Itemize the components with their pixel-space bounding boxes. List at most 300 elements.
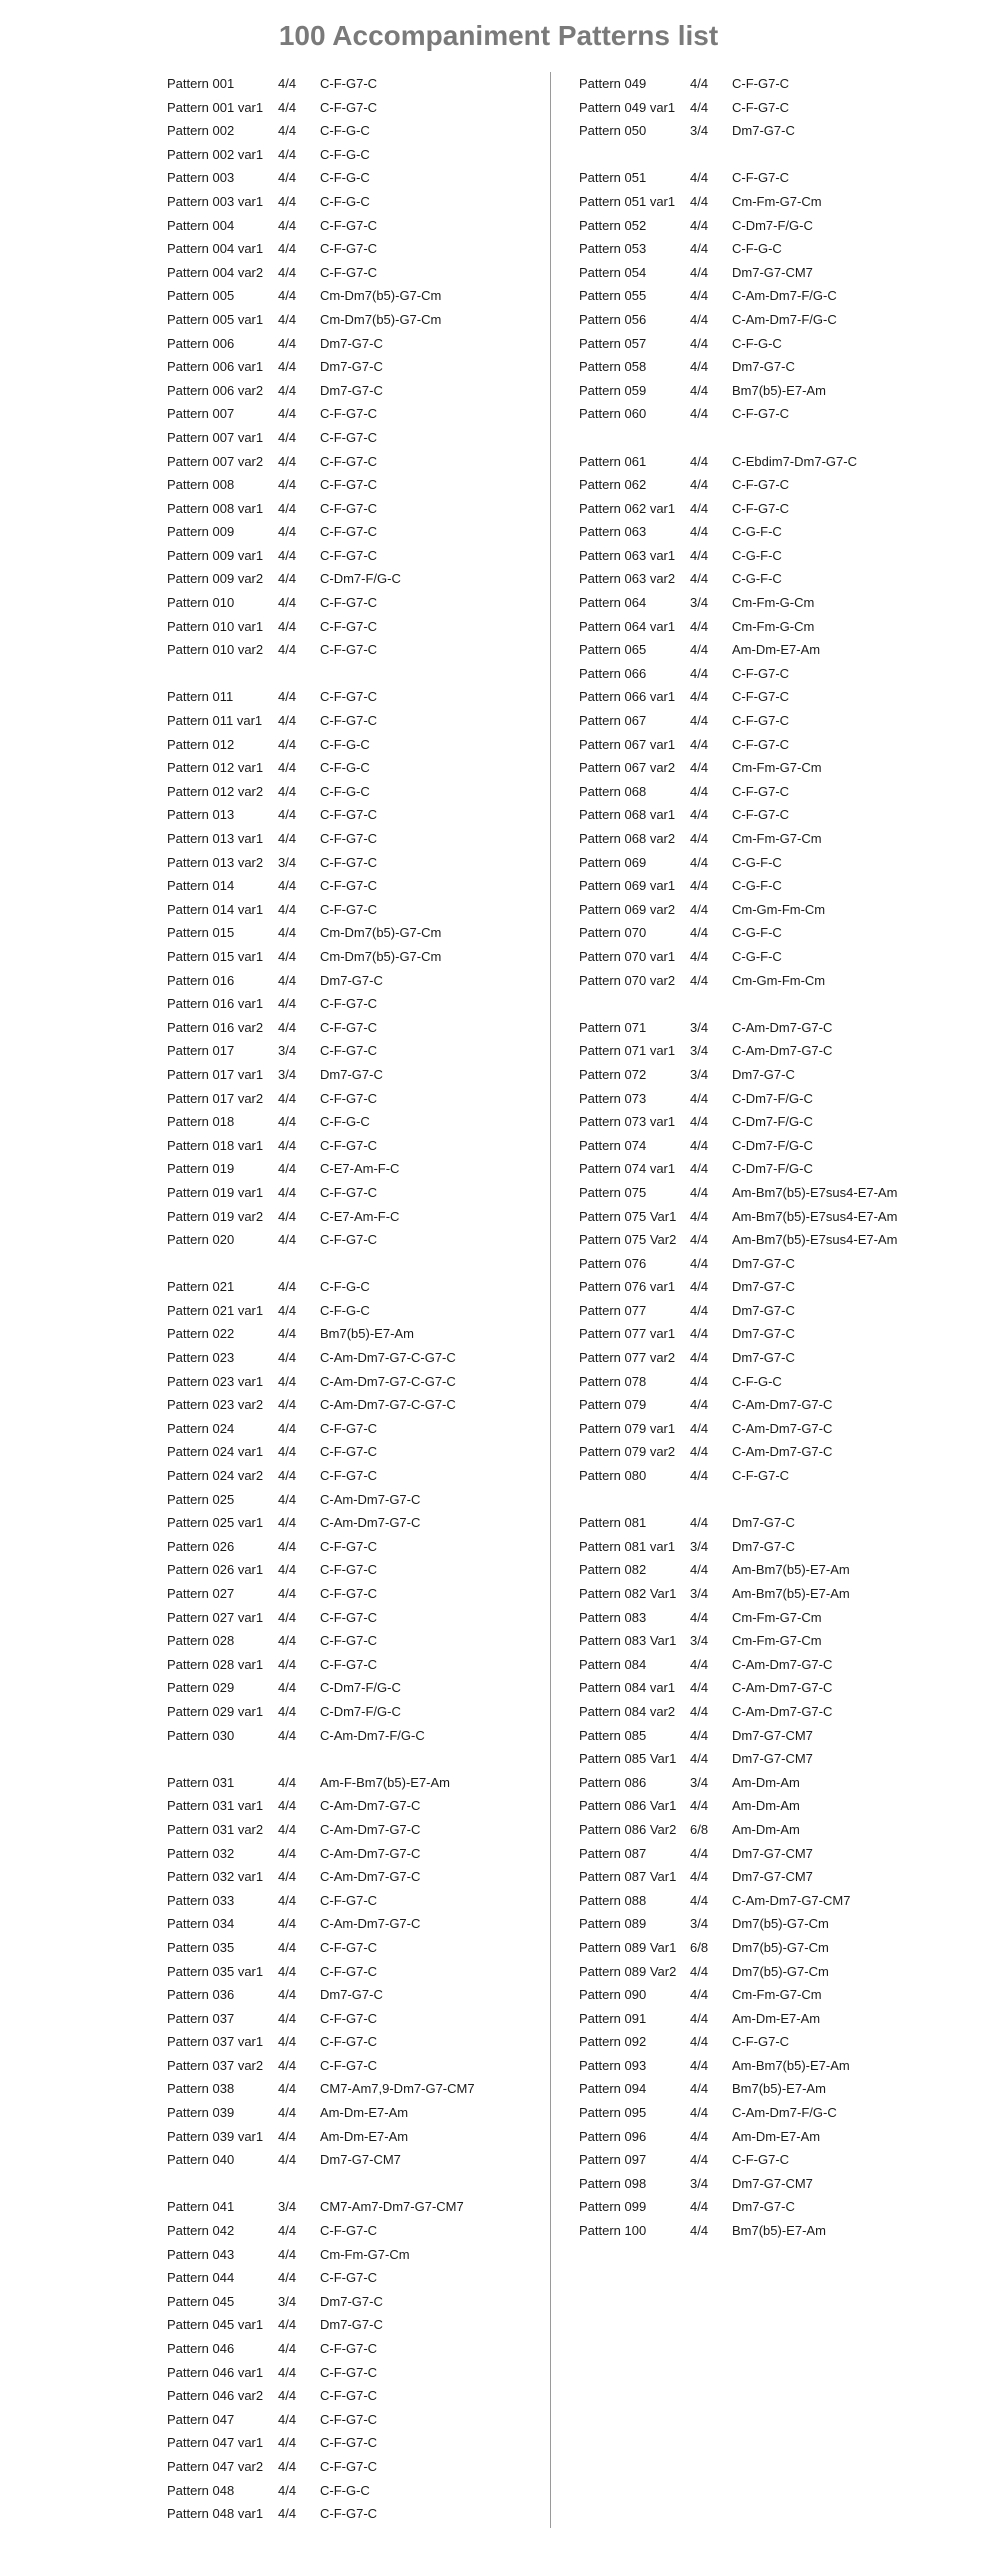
pattern-row [167, 1322, 560, 1346]
pattern-row [579, 214, 972, 238]
chord-progression: C-F-G7-C [320, 1586, 378, 1601]
chord-progression: Dm7-G7-CM7 [732, 264, 813, 280]
time-signature: 4/4 [690, 406, 709, 422]
pattern-name: Pattern 002 [167, 123, 235, 139]
pattern-name: Pattern 013 [167, 807, 235, 823]
pattern-name: Pattern 073 [579, 1090, 647, 1106]
pattern-row [579, 450, 972, 474]
pattern-name: Pattern 029 [167, 1680, 235, 1696]
pattern-row [579, 166, 972, 190]
time-signature: 4/4 [278, 1491, 297, 1507]
time-signature: 4/4 [278, 2317, 297, 2333]
pattern-row [579, 662, 972, 686]
pattern-name: Pattern 010 var2 [167, 642, 264, 658]
pattern-row [167, 1039, 560, 1063]
pattern-row [579, 2172, 972, 2196]
pattern-name: Pattern 069 [579, 854, 647, 870]
time-signature: 4/4 [278, 2152, 297, 2168]
pattern-name: Pattern 032 [167, 1845, 235, 1861]
pattern-row [579, 1440, 972, 1464]
time-signature: 4/4 [278, 311, 297, 327]
time-signature: 4/4 [278, 429, 297, 445]
time-signature: 4/4 [278, 1586, 297, 1601]
pattern-name: Pattern 023 [167, 1350, 235, 1366]
pattern-row [579, 1936, 972, 1960]
time-signature: 4/4 [690, 854, 709, 870]
pattern-row [579, 1794, 972, 1818]
time-signature: 4/4 [690, 1373, 709, 1389]
pattern-row [167, 921, 560, 945]
time-signature: 3/4 [690, 1538, 709, 1554]
chord-progression: Am-Bm7(b5)-E7sus4-E7-Am [732, 1208, 898, 1224]
pattern-list-right [579, 72, 972, 2243]
pattern-name: Pattern 017 [167, 1043, 235, 1059]
pattern-name: Pattern 046 var1 [167, 2364, 264, 2380]
time-signature: 4/4 [278, 2506, 297, 2522]
time-signature: 4/4 [278, 2364, 297, 2380]
pattern-name: Pattern 011 var1 [167, 713, 263, 729]
pattern-name: Pattern 076 [579, 1255, 647, 1271]
chord-progression: C-G-F-C [732, 854, 782, 870]
pattern-name: Pattern 008 var1 [167, 500, 264, 516]
time-signature: 4/4 [690, 2199, 709, 2215]
time-signature: 4/4 [278, 713, 297, 729]
time-signature: 4/4 [690, 925, 709, 941]
pattern-row [579, 1322, 972, 1346]
time-signature: 4/4 [278, 2105, 297, 2121]
pattern-name: Pattern 089 Var2 [579, 1963, 677, 1979]
chord-progression: Cm-Fm-G-Cm [732, 595, 815, 611]
pattern-row [167, 308, 560, 332]
chord-progression: Dm7(b5)-G7-Cm [732, 1939, 829, 1955]
pattern-row [579, 1087, 972, 1111]
chord-progression: C-F-G7-C [320, 807, 378, 823]
pattern-name: Pattern 006 var2 [167, 382, 264, 398]
pattern-name: Pattern 006 [167, 335, 235, 351]
pattern-name: Pattern 030 [167, 1727, 235, 1743]
chord-progression: Dm7(b5)-G7-Cm [732, 1916, 829, 1932]
pattern-row [579, 851, 972, 875]
time-signature: 4/4 [278, 241, 297, 257]
time-signature: 4/4 [278, 618, 297, 634]
pattern-row [167, 2361, 560, 2385]
chord-progression: C-Dm7-F/G-C [320, 1703, 401, 1719]
chord-progression: Bm7(b5)-E7-Am [732, 2223, 826, 2239]
chord-progression: C-F-G7-C [320, 1184, 378, 1200]
pattern-row [167, 1558, 560, 1582]
time-signature: 4/4 [278, 2034, 297, 2050]
pattern-name: Pattern 004 var1 [167, 241, 264, 257]
chord-progression: C-G-F-C [732, 948, 782, 964]
chord-progression: Dm7-G7-C [320, 1987, 383, 2003]
chord-progression: C-F-G7-C [320, 2270, 378, 2286]
chord-progression: C-F-G7-C [320, 2388, 378, 2404]
chord-progression: C-Am-Dm7-G7-C-G7-C [320, 1373, 456, 1389]
chord-progression: C-F-G7-C [320, 500, 378, 516]
group-spacer [167, 1747, 560, 1771]
pattern-name: Pattern 017 var1 [167, 1066, 264, 1082]
time-signature: 4/4 [690, 642, 709, 658]
pattern-row [579, 1889, 972, 1913]
pattern-name: Pattern 069 var1 [579, 878, 676, 894]
pattern-row [167, 2502, 560, 2526]
chord-progression: C-F-G7-C [320, 642, 378, 658]
chord-progression: C-F-G7-C [320, 2435, 378, 2451]
pattern-row [579, 567, 972, 591]
pattern-name: Pattern 016 [167, 972, 235, 988]
chord-progression: Cm-Fm-G-Cm [732, 618, 815, 634]
pattern-row [579, 1865, 972, 1889]
pattern-row [167, 1346, 560, 1370]
chord-progression: Cm-Fm-G7-Cm [732, 193, 822, 209]
pattern-name: Pattern 085 [579, 1727, 647, 1743]
pattern-name: Pattern 062 var1 [579, 500, 676, 516]
pattern-name: Pattern 041 [167, 2199, 235, 2215]
pattern-row [579, 1912, 972, 1936]
chord-progression: C-Am-Dm7-G7-C [732, 1019, 833, 1035]
pattern-name: Pattern 005 var1 [167, 311, 264, 327]
pattern-row [167, 426, 560, 450]
time-signature: 4/4 [278, 1774, 297, 1790]
time-signature: 3/4 [278, 854, 297, 870]
pattern-name: Pattern 014 [167, 878, 235, 894]
chord-progression: C-Am-Dm7-G7-C [732, 1444, 833, 1460]
pattern-row [167, 473, 560, 497]
pattern-row [167, 2479, 560, 2503]
pattern-name: Pattern 096 [579, 2128, 647, 2144]
chord-progression: C-F-G7-C [320, 429, 378, 445]
pattern-name: Pattern 039 var1 [167, 2128, 264, 2144]
time-signature: 4/4 [690, 1255, 709, 1271]
pattern-name: Pattern 005 [167, 288, 235, 304]
time-signature: 4/4 [690, 1232, 709, 1248]
pattern-name: Pattern 081 var1 [579, 1538, 676, 1554]
pattern-name: Pattern 028 [167, 1633, 235, 1649]
pattern-row [579, 1535, 972, 1559]
pattern-name: Pattern 045 var1 [167, 2317, 264, 2333]
pattern-name: Pattern 084 var1 [579, 1680, 676, 1696]
time-signature: 4/4 [278, 2411, 297, 2427]
pattern-row [579, 473, 972, 497]
chord-progression: C-Am-Dm7-G7-C [320, 1821, 421, 1837]
pattern-name: Pattern 067 [579, 713, 647, 729]
group-spacer [167, 662, 560, 686]
chord-progression: C-F-G7-C [320, 1609, 378, 1625]
pattern-name: Pattern 003 var1 [167, 193, 264, 209]
pattern-name: Pattern 006 var1 [167, 359, 264, 375]
pattern-name: Pattern 028 var1 [167, 1656, 264, 1672]
pattern-row [579, 1653, 972, 1677]
pattern-row [579, 2219, 972, 2243]
chord-progression: Cm-Fm-G7-Cm [732, 1987, 822, 2003]
chord-progression: C-F-G7-C [320, 878, 378, 894]
chord-progression: Am-Dm-E7-Am [320, 2105, 409, 2121]
pattern-row [579, 685, 972, 709]
time-signature: 4/4 [690, 500, 709, 516]
chord-progression: Cm-Dm7(b5)-G7-Cm [320, 311, 442, 327]
group-spacer [167, 1252, 560, 1276]
pattern-name: Pattern 015 [167, 925, 235, 941]
time-signature: 4/4 [278, 123, 297, 139]
chord-progression: C-F-G7-C [320, 99, 378, 115]
time-signature: 4/4 [278, 1633, 297, 1649]
pattern-name: Pattern 059 [579, 382, 647, 398]
pattern-row [167, 1535, 560, 1559]
time-signature: 4/4 [690, 1302, 709, 1318]
time-signature: 4/4 [278, 1987, 297, 2003]
chord-progression: Dm7-G7-C [320, 335, 383, 351]
pattern-name: Pattern 062 [579, 477, 647, 493]
pattern-row [167, 1370, 560, 1394]
pattern-row [167, 898, 560, 922]
pattern-row [579, 544, 972, 568]
pattern-row [167, 1417, 560, 1441]
pattern-name: Pattern 007 var1 [167, 429, 264, 445]
chord-progression: C-Am-Dm7-F/G-C [320, 1727, 425, 1743]
pattern-name: Pattern 085 Var1 [579, 1751, 677, 1767]
time-signature: 4/4 [690, 736, 709, 752]
time-signature: 4/4 [690, 2034, 709, 2050]
pattern-row [167, 1181, 560, 1205]
time-signature: 3/4 [690, 1633, 709, 1649]
pattern-row [167, 214, 560, 238]
time-signature: 4/4 [690, 1869, 709, 1885]
pattern-name: Pattern 070 [579, 925, 647, 941]
pattern-row [167, 567, 560, 591]
time-signature: 3/4 [690, 2175, 709, 2191]
chord-progression: C-Dm7-F/G-C [732, 1090, 813, 1106]
chord-progression: Dm7-G7-C [320, 1066, 383, 1082]
pattern-row [167, 1865, 560, 1889]
pattern-name: Pattern 071 var1 [579, 1043, 676, 1059]
chord-progression: C-Am-Dm7-G7-C [732, 1420, 833, 1436]
chord-progression: C-F-G-C [732, 241, 782, 257]
pattern-name: Pattern 083 Var1 [579, 1633, 677, 1649]
time-signature: 4/4 [278, 2458, 297, 2474]
time-signature: 4/4 [690, 1751, 709, 1767]
pattern-row [579, 520, 972, 544]
pattern-name: Pattern 051 [579, 170, 647, 186]
pattern-name: Pattern 047 var2 [167, 2458, 264, 2474]
pattern-name: Pattern 008 [167, 477, 235, 493]
chord-progression: C-F-G7-C [320, 854, 378, 870]
pattern-name: Pattern 044 [167, 2270, 235, 2286]
chord-progression: C-Dm7-F/G-C [320, 1680, 401, 1696]
time-signature: 4/4 [278, 146, 297, 162]
pattern-name: Pattern 017 var2 [167, 1090, 264, 1106]
pattern-row [167, 237, 560, 261]
time-signature: 4/4 [690, 1114, 709, 1130]
pattern-name: Pattern 037 var2 [167, 2057, 264, 2073]
pattern-name: Pattern 016 var2 [167, 1019, 264, 1035]
pattern-row [167, 1912, 560, 1936]
time-signature: 4/4 [690, 1184, 709, 1200]
chord-progression: C-F-G7-C [320, 1420, 378, 1436]
pattern-row [579, 308, 972, 332]
pattern-name: Pattern 084 [579, 1656, 647, 1672]
pattern-name: Pattern 024 var2 [167, 1468, 264, 1484]
pattern-name: Pattern 061 [579, 453, 647, 469]
pattern-row [167, 1228, 560, 1252]
pattern-name: Pattern 086 Var1 [579, 1798, 677, 1814]
time-signature: 4/4 [278, 595, 297, 611]
chord-progression: Dm7-G7-CM7 [732, 2175, 813, 2191]
pattern-name: Pattern 077 var1 [579, 1326, 676, 1342]
pattern-row [579, 733, 972, 757]
pattern-name: Pattern 097 [579, 2152, 647, 2168]
pattern-row [579, 1676, 972, 1700]
pattern-row [167, 709, 560, 733]
pattern-row [167, 874, 560, 898]
pattern-name: Pattern 023 var1 [167, 1373, 264, 1389]
pattern-row [579, 1582, 972, 1606]
time-signature: 4/4 [690, 193, 709, 209]
chord-progression: C-F-G7-C [320, 2411, 378, 2427]
chord-progression: C-Am-Dm7-G7-CM7 [732, 1892, 851, 1908]
pattern-name: Pattern 086 Var2 [579, 1821, 677, 1837]
group-spacer [167, 2172, 560, 2196]
chord-progression: C-F-G-C [732, 335, 782, 351]
page-title: 100 Accompaniment Patterns list [278, 20, 719, 51]
time-signature: 4/4 [278, 1208, 297, 1224]
time-signature: 4/4 [690, 1963, 709, 1979]
group-spacer [579, 143, 972, 167]
pattern-row [579, 1252, 972, 1276]
chord-progression: C-F-G7-C [320, 1538, 378, 1554]
chord-progression: C-F-G7-C [320, 1468, 378, 1484]
pattern-row [167, 2337, 560, 2361]
pattern-name: Pattern 074 var1 [579, 1161, 676, 1177]
pattern-name: Pattern 066 var1 [579, 689, 676, 705]
pattern-row [167, 1936, 560, 1960]
pattern-row [579, 2077, 972, 2101]
pattern-name: Pattern 018 var1 [167, 1137, 264, 1153]
time-signature: 4/4 [278, 2270, 297, 2286]
pattern-name: Pattern 079 var1 [579, 1420, 676, 1436]
pattern-name: Pattern 094 [579, 2081, 647, 2097]
pattern-name: Pattern 007 [167, 406, 235, 422]
chord-progression: C-F-G7-C [732, 500, 790, 516]
pattern-name: Pattern 003 [167, 170, 235, 186]
time-signature: 4/4 [690, 665, 709, 681]
pattern-name: Pattern 068 [579, 783, 647, 799]
pattern-row [167, 1653, 560, 1677]
chord-progression: C-F-G7-C [732, 1468, 790, 1484]
pattern-row [167, 1464, 560, 1488]
time-signature: 4/4 [278, 2128, 297, 2144]
chord-progression: C-F-G7-C [320, 1019, 378, 1035]
chord-progression: C-F-G-C [732, 1373, 782, 1389]
pattern-name: Pattern 047 [167, 2411, 235, 2427]
chord-progression: C-F-G7-C [320, 618, 378, 634]
chord-progression: Dm7(b5)-G7-Cm [732, 1963, 829, 1979]
time-signature: 4/4 [278, 217, 297, 233]
pattern-name: Pattern 025 [167, 1491, 235, 1507]
pattern-name: Pattern 077 [579, 1302, 647, 1318]
time-signature: 4/4 [278, 1798, 297, 1814]
pattern-row [579, 237, 972, 261]
pattern-row [167, 1063, 560, 1087]
pattern-row [579, 1393, 972, 1417]
time-signature: 4/4 [690, 1137, 709, 1153]
pattern-row [579, 1558, 972, 1582]
time-signature: 3/4 [278, 2293, 297, 2309]
pattern-row [579, 921, 972, 945]
pattern-name: Pattern 087 Var1 [579, 1869, 677, 1885]
time-signature: 3/4 [690, 1916, 709, 1932]
pattern-name: Pattern 071 [579, 1019, 647, 1035]
chord-progression: Dm7-G7-CM7 [732, 1869, 813, 1885]
chord-progression: C-F-G7-C [732, 99, 790, 115]
chord-progression: C-F-G7-C [320, 217, 378, 233]
pattern-row [579, 638, 972, 662]
pattern-name: Pattern 063 var2 [579, 571, 676, 587]
pattern-name: Pattern 089 Var1 [579, 1939, 677, 1955]
chord-progression: Dm7-G7-C [732, 1279, 795, 1295]
time-signature: 4/4 [278, 477, 297, 493]
pattern-row [579, 1511, 972, 1535]
time-signature: 4/4 [690, 1515, 709, 1531]
pattern-row [579, 1842, 972, 1866]
pattern-name: Pattern 083 [579, 1609, 647, 1625]
pattern-row [579, 1370, 972, 1394]
pattern-row [579, 355, 972, 379]
pattern-row [167, 1393, 560, 1417]
pattern-name: Pattern 011 [167, 689, 234, 705]
pattern-name: Pattern 063 var1 [579, 547, 676, 563]
pattern-row [167, 166, 560, 190]
time-signature: 3/4 [278, 2199, 297, 2215]
time-signature: 4/4 [278, 925, 297, 941]
chord-progression: C-F-G7-C [320, 1090, 378, 1106]
pattern-row [167, 520, 560, 544]
pattern-name: Pattern 057 [579, 335, 647, 351]
chord-progression: Dm7-G7-C [320, 972, 383, 988]
time-signature: 4/4 [690, 1987, 709, 2003]
chord-progression: Dm7-G7-C [732, 1538, 795, 1554]
time-signature: 4/4 [278, 807, 297, 823]
time-signature: 4/4 [278, 1727, 297, 1743]
pattern-name: Pattern 039 [167, 2105, 235, 2121]
pattern-row [579, 2054, 972, 2078]
pattern-name: Pattern 088 [579, 1892, 647, 1908]
time-signature: 4/4 [690, 359, 709, 375]
pattern-row [579, 190, 972, 214]
pattern-name: Pattern 070 var1 [579, 948, 676, 964]
pattern-row [579, 969, 972, 993]
time-signature: 4/4 [690, 241, 709, 257]
time-signature: 3/4 [278, 1066, 297, 1082]
chord-progression: C-F-G-C [320, 2482, 370, 2498]
chord-progression: Dm7-G7-CM7 [732, 1751, 813, 1767]
chord-progression: Am-Bm7(b5)-E7-Am [732, 2057, 850, 2073]
time-signature: 4/4 [278, 1869, 297, 1885]
time-signature: 4/4 [690, 477, 709, 493]
chord-progression: C-F-G7-C [320, 1137, 378, 1153]
chord-progression: C-Am-Dm7-F/G-C [732, 311, 837, 327]
pattern-row [579, 1275, 972, 1299]
time-signature: 4/4 [690, 1562, 709, 1578]
chord-progression: C-F-G-C [320, 193, 370, 209]
pattern-row [167, 1629, 560, 1653]
pattern-name: Pattern 058 [579, 359, 647, 375]
chord-progression: C-Am-Dm7-G7-C [320, 1798, 421, 1814]
pattern-row [579, 2125, 972, 2149]
chord-progression: Cm-Gm-Fm-Cm [732, 901, 826, 917]
pattern-row [167, 1275, 560, 1299]
time-signature: 4/4 [690, 618, 709, 634]
pattern-row [167, 284, 560, 308]
